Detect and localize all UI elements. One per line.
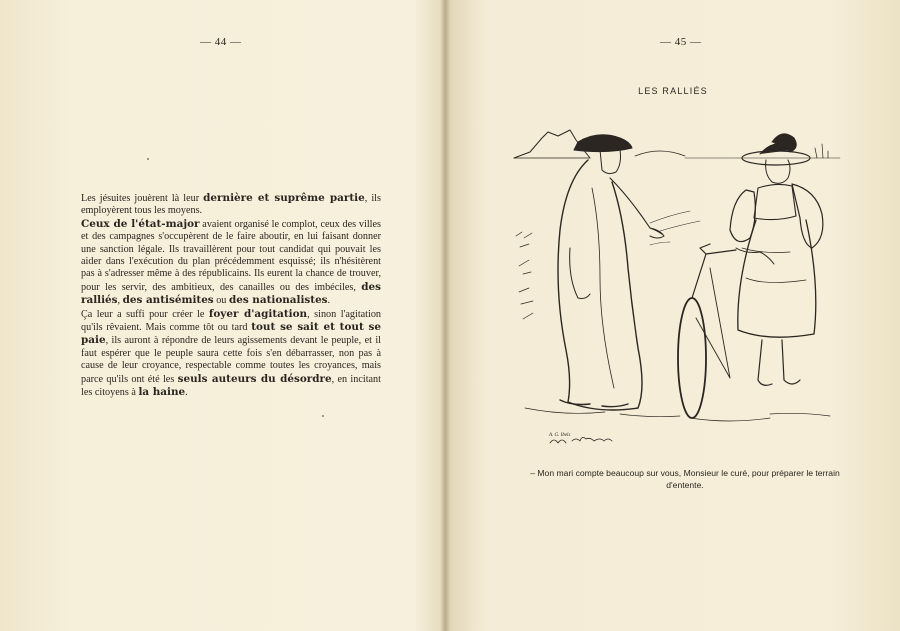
illustration xyxy=(510,118,850,463)
left-page xyxy=(0,0,446,631)
page-number: — 44 — xyxy=(200,36,242,48)
priest-figure xyxy=(558,135,664,410)
text-run: , ils auront à répondre de leurs agissements devant le peuple, et il faut espérer que le peuple saura cette fois s'en débarrasser, non pas à cause de leur croyance, respectable comme toutes les croyances, mais parce qu'ils ont été les xyxy=(81,335,381,385)
emphasis-text: dernière et suprême partie xyxy=(203,192,365,204)
emphasis-text: foyer d'agitation xyxy=(208,307,308,320)
bicycle-sketch xyxy=(678,244,736,418)
illustration-signature: A. G. Ibels xyxy=(549,433,571,438)
paragraph xyxy=(81,192,381,218)
text-run: . xyxy=(185,387,188,399)
emphasis-text: des nationalistes xyxy=(228,294,328,307)
text-run: . xyxy=(327,295,331,307)
text-run: , en incitant les citoyens à xyxy=(81,373,381,399)
grass-sketch xyxy=(516,232,533,319)
illustration-caption: – Mon mari compte beaucoup sur vous, Monsieur le curé, pour préparer le terrain d'entente. xyxy=(530,468,840,490)
text-run: , ils employèrent tous les moyens. xyxy=(81,193,381,217)
text-run: avaient organisé le complot, ceux des villes et des campagnes s'occupèrent de le faire aboutir, en lui faisant donner une sanction légale. Ils travaillèrent pour tout candidat qui pouvait les aider dans l'exécution du plan précédemment esquissé; ils n'hésitèrent pas à s'adresser même à des républicains. Ils eurent la chance de trouver, pour les servir, des ambitieux, des canailles ou des imbéciles, xyxy=(81,218,381,293)
emphasis-text: tout se sait et tout se paie xyxy=(81,321,381,347)
emphasis-text: des ralliés xyxy=(81,280,381,307)
ground-sketch xyxy=(525,408,830,421)
text-run: , xyxy=(117,295,123,307)
text-run: , sinon l'agitation qu'ils rêvaient. Mais comme tôt ou tard xyxy=(81,308,382,334)
right-page xyxy=(446,0,900,631)
signature-scribble xyxy=(550,437,612,443)
paragraph xyxy=(81,218,381,308)
text-run: ou xyxy=(213,295,229,307)
emphasis-text: la haine xyxy=(138,386,186,399)
emphasis-text: seuls auteurs du désordre xyxy=(177,372,332,385)
emphasis-text: Ceux de l'état-major xyxy=(81,217,200,230)
page-number: — 45 — xyxy=(660,36,702,48)
paper-speck xyxy=(147,158,149,160)
chapter-title: LES RALLIÉS xyxy=(638,86,708,96)
woman-figure xyxy=(730,134,823,386)
paper-speck xyxy=(322,415,324,417)
body-text xyxy=(81,192,381,400)
tree-sketch xyxy=(815,144,828,158)
paragraph xyxy=(81,308,381,400)
emphasis-text: des antisémites xyxy=(122,294,214,307)
text-run: Ça leur a suffi pour créer le xyxy=(81,308,209,320)
text-run: Les jésuites jouèrent là leur xyxy=(81,193,204,204)
